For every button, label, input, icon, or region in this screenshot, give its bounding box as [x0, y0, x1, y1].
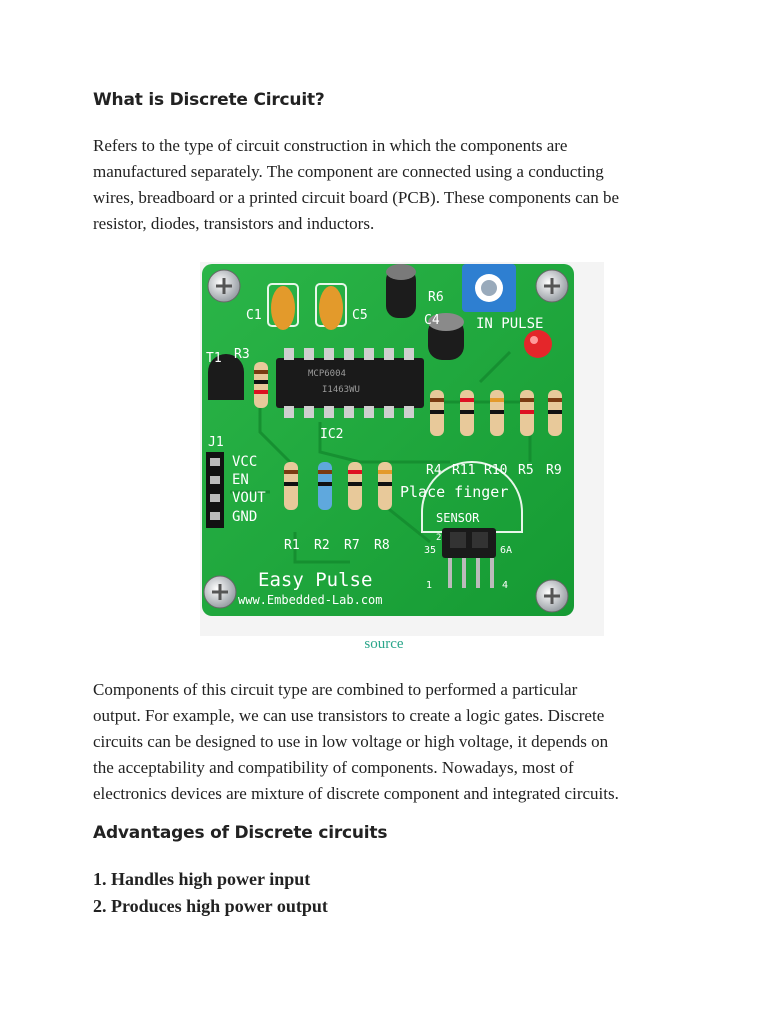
label-ic-code: I1463WU: [322, 385, 360, 395]
advantages-list: [93, 866, 328, 920]
ic-chip: [276, 348, 424, 418]
potentiometer: [462, 264, 516, 312]
label-url: www.Embedded-Lab.com: [238, 593, 383, 607]
source-link[interactable]: source: [364, 636, 404, 652]
header-pins-j1: [206, 452, 224, 528]
label-t1: T1: [206, 351, 222, 366]
label-pin-35: 35: [424, 545, 437, 556]
label-c4: C4: [424, 313, 440, 328]
label-vout: VOUT: [232, 490, 266, 506]
label-r4: R4: [426, 463, 442, 478]
paragraph-line: circuits can be designed to use in low voltage or high voltage, it depends on: [93, 732, 609, 751]
list-item: 2. Produces high power output: [93, 896, 328, 916]
paragraph-line: manufactured separately. The component are connected using a conducting: [93, 162, 604, 181]
list-item: 1. Handles high power input: [93, 869, 311, 889]
label-pin-1: 1: [426, 580, 433, 591]
label-ic-marking: MCP6004: [308, 369, 346, 379]
label-r2: R2: [314, 538, 330, 553]
label-r1: R1: [284, 538, 300, 553]
label-easy-pulse: Easy Pulse: [258, 569, 373, 591]
label-in-pulse: IN PULSE: [476, 316, 544, 332]
led-red: [524, 330, 552, 358]
label-r9: R9: [546, 463, 562, 478]
label-r7: R7: [344, 538, 360, 553]
label-gnd: GND: [232, 509, 258, 525]
label-place-finger: Place finger: [400, 483, 509, 501]
label-ic2: IC2: [320, 427, 344, 442]
label-r8: R8: [374, 538, 390, 553]
label-r10: R10: [484, 463, 508, 478]
paragraph-line: Refers to the type of circuit construction in which the components are: [93, 136, 568, 155]
label-r11: R11: [452, 463, 476, 478]
label-pin-4: 4: [502, 580, 509, 591]
paragraph-line: the acceptability and compatibility of components. Nowadays, most of: [93, 758, 574, 777]
label-r5: R5: [518, 463, 534, 478]
paragraph-line: resistor, diodes, transistors and inductors.: [93, 214, 375, 233]
paragraph-line: wires, breadboard or a printed circuit board (PCB). These components can be: [93, 188, 620, 207]
label-en: EN: [232, 472, 249, 488]
label-j1: J1: [208, 435, 224, 450]
figure-caption: [0, 636, 768, 653]
label-pin-6a: 6A: [500, 545, 513, 556]
pcb-illustration: [200, 262, 604, 636]
heading-what-is-discrete-circuit: What is Discrete Circuit?: [93, 90, 325, 110]
label-pin-2: 2: [436, 533, 442, 543]
label-vcc: VCC: [232, 454, 258, 470]
paragraph-line: output. For example, we can use transistors to create a logic gates. Discrete: [93, 706, 605, 725]
circuit-board-photo: [200, 262, 604, 636]
paragraph-line: electronics devices are mixture of discrete component and integrated circuits.: [93, 784, 619, 803]
paragraph-line: Components of this circuit type are combined to performed a particular: [93, 680, 578, 699]
label-r6: R6: [428, 290, 444, 305]
label-c5: C5: [352, 308, 368, 323]
label-c1: C1: [246, 308, 262, 323]
label-r3: R3: [234, 347, 250, 362]
label-sensor: SENSOR: [436, 511, 480, 525]
heading-advantages: Advantages of Discrete circuits: [93, 823, 388, 843]
paragraph-definition: [93, 133, 693, 237]
paragraph-components: [93, 677, 693, 807]
